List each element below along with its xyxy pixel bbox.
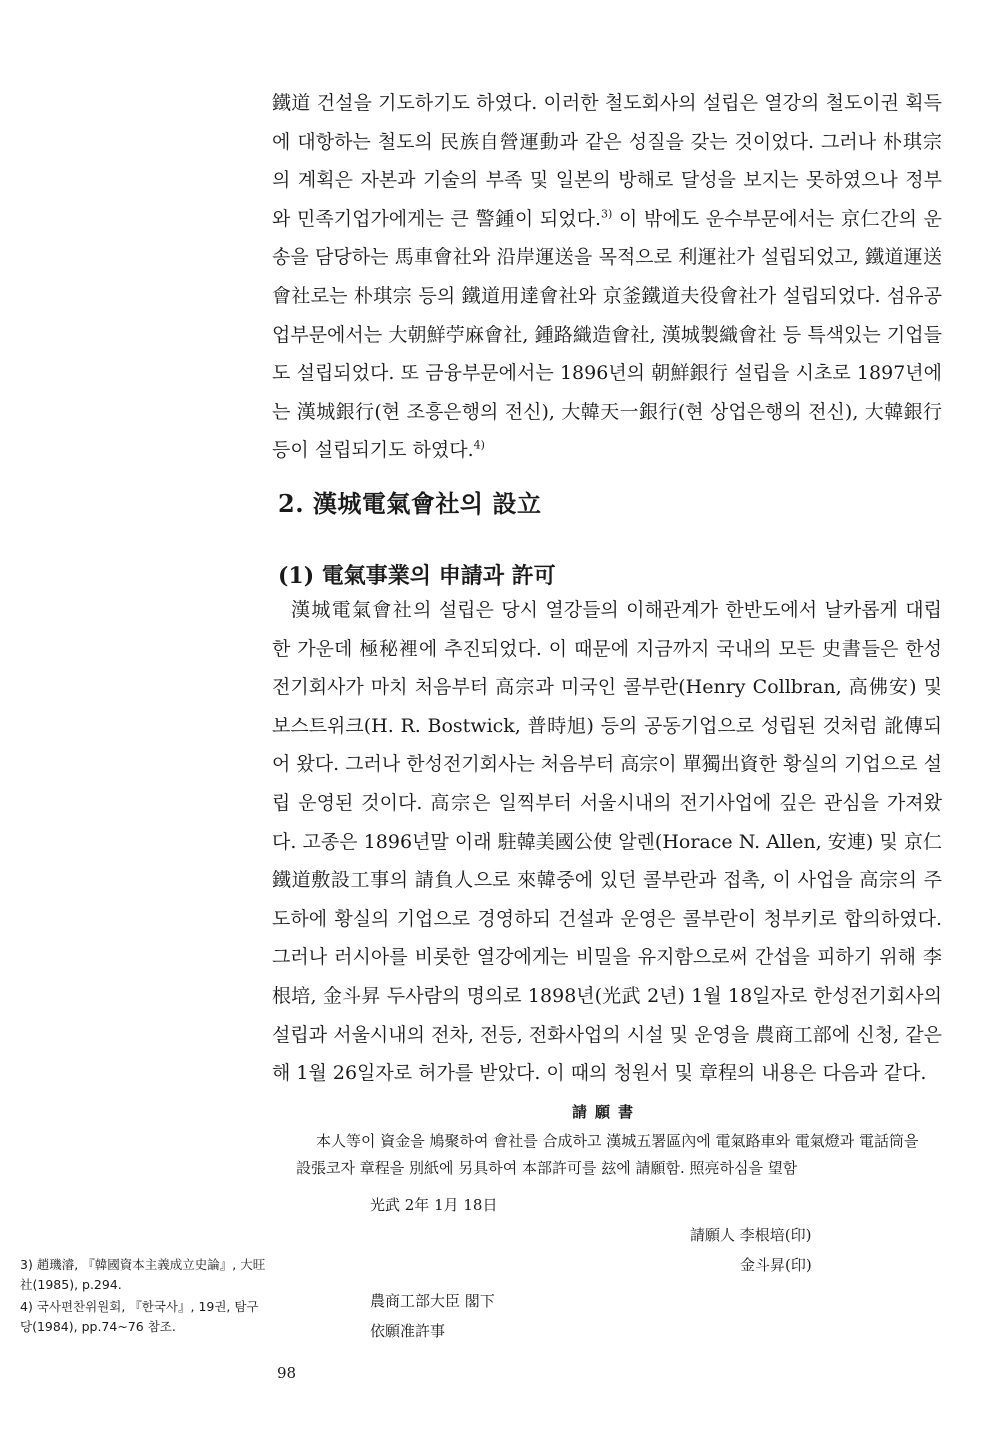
petition-closing: 依願准許事 xyxy=(370,1322,446,1340)
petition-title: 請願書 xyxy=(572,1103,642,1121)
petitioner-2: 金斗昇(印) xyxy=(740,1256,812,1274)
petition-date: 光武 2年 1月 18日 xyxy=(370,1196,498,1214)
footnote-3: 3) 趙璣濬, 『韓國資本主義成立史論』, 大旺社(1985), p.294. xyxy=(20,1257,266,1292)
body-paragraph-1 xyxy=(272,84,942,470)
footnote-3-marker: 3) xyxy=(601,207,613,221)
footnote-4: 4) 국사편찬위원회, 『한국사』, 19권, 탐구당(1984), pp.74~76 참조. xyxy=(20,1299,259,1334)
sub-heading: (1) 電氣事業의 申請과 許可 xyxy=(278,563,556,589)
paragraph-1-text-b: 이 밖에도 운수부문에서는 京仁간의 운송을 담당하는 馬車會社와 沿岸運送을 목적으로 利運社가 설립되었고, 鐵道運送會社로는 朴琪宗 등의 鐵道用達會社와 京釜鐵道夫役會社가 설립되었다. 섬유공업부문에서는 大朝鮮苧麻會社, 鍾路織造會社, 漢城製織會社 등 특색있는 기업들도 설립되었다. 또 금융부문에서는 1896년의 朝鮮銀行 설립을 시초로 1897년에는 漢城銀行(현 조흥은행의 전신), 大韓天一銀行(현 상업은행의 전신), 大韓銀行 등이 설립되기도 하였다. xyxy=(272,207,943,462)
paragraph-1-text-a: 鐵道 건설을 기도하기도 하였다. 이러한 철도회사의 설립은 열강의 철도이권 획득에 대항하는 철도의 民族自營運動과 같은 성질을 갖는 것이었다. 그러나 朴琪宗의 계획은 자본과 기술의 부족 및 일본의 방해로 달성을 보지는 못하였으나 정부와 민족기업가에게는 큰 警鍾이 되었다. xyxy=(272,92,942,230)
section-heading: 2. 漢城電氣會社의 設立 xyxy=(278,489,542,518)
petition-line-1: 本人等이 資金을 鳩聚하여 會社를 合成하고 漢城五署區內에 電氣路車와 電氣燈과 電話筒을 xyxy=(316,1132,919,1150)
page-number: 98 xyxy=(277,1364,297,1382)
petition-line-2: 設張코자 章程을 別紙에 另具하여 本部許可를 玆에 請願함. 照亮하심을 望함 xyxy=(296,1159,798,1177)
petitioner-1: 請願人 李根培(印) xyxy=(690,1226,812,1244)
petition-addressee: 農商工部大臣 閣下 xyxy=(370,1292,495,1310)
footnote-4-marker: 4) xyxy=(473,439,485,453)
body-paragraph-2: 漢城電氣會社의 설립은 당시 열강들의 이해관계가 한반도에서 날카롭게 대립한 가운데 極秘裡에 추진되었다. 이 때문에 지금까지 국내의 모든 史書들은 한성전기회사가 마치 처음부터 高宗과 미국인 콜부란(Henry Collbran, 高佛安) 및 보스트위크(H. R. Bostwick, 普時旭) 등의 공동기업으로 성립된 것처럼 訛傳되어 왔다. 그러나 한성전기회사는 처음부터 高宗이 單獨出資한 황실의 기업으로 설립 운영된 것이다. 高宗은 일찍부터 서울시내의 전기사업에 깊은 관심을 가져왔다. 고종은 1896년말 이래 駐韓美國公使 알렌(Horace N. Allen, 安連) 및 京仁鐵道敷設工事의 請負人으로 來韓중에 있던 콜부란과 접촉, 이 사업을 高宗의 주도하에 황실의 기업으로 경영하되 건설과 운영은 콜부란이 청부키로 합의하였다. 그러나 러시아를 비롯한 열강에게는 비밀을 유지함으로써 간섭을 피하기 위해 李根培, 金斗昇 두사람의 명의로 1898년(光武 2년) 1월 18일자로 한성전기회사의 설립과 서울시내의 전차, 전등, 전화사업의 시설 및 운영을 農商工部에 신청, 같은 해 1월 26일자로 허가를 받았다. 이 때의 청원서 및 章程의 내용은 다음과 같다. xyxy=(272,599,942,1085)
